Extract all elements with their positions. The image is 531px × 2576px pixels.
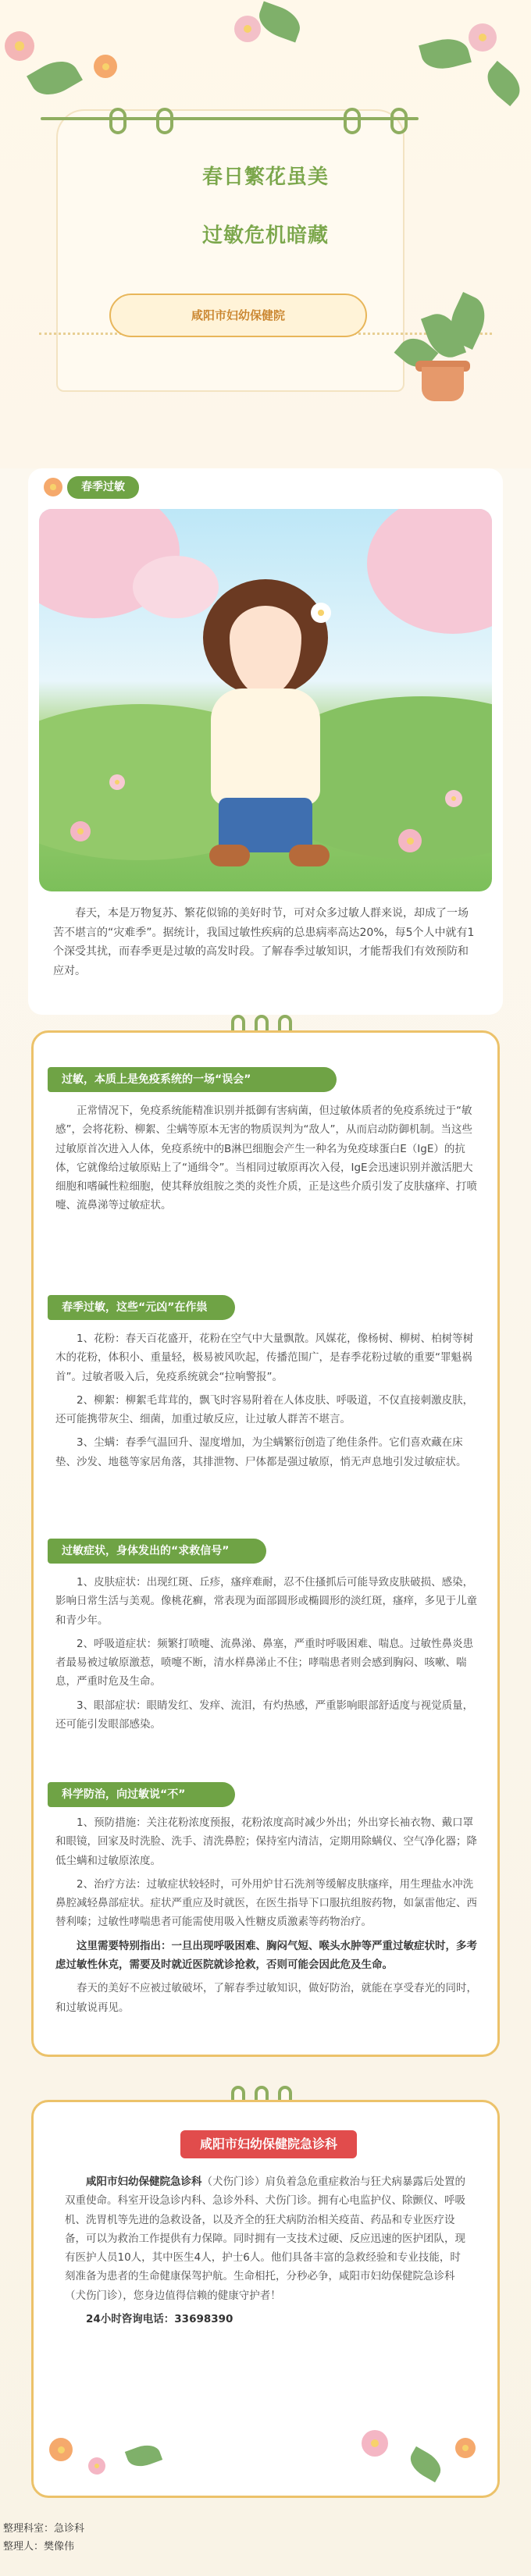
page-title-line-1: 春日繁花虽美 (201, 165, 329, 189)
flower-decoration (362, 2430, 388, 2457)
hospital-badge: 咸阳市妇幼保健院 (109, 294, 367, 337)
department-badge: 咸阳市妇幼保健院急诊科 (180, 2130, 357, 2158)
section-body-2 (55, 1329, 480, 1476)
credit-author: 整理人：樊像伟 (3, 2541, 75, 2553)
leaf-decoration (27, 53, 83, 104)
board-ring (109, 108, 127, 134)
section-4-paragraph: 2、治疗方法：过敏症状较轻时，可外用炉甘石洗剂等缓解皮肤瘙痒，用生理盐水冲洗鼻腔减轻鼻部症状。症状严重应及时就医，在医生指导下口服抗组胺药物，如氯雷他定、西替利嗪；过敏性哮喘患者可能需使用吸入性糖皮质激素等药物治疗。 (55, 1877, 477, 1929)
section-4-warning: 这里需要特别指出：一旦出现呼吸困难、胸闷气短、喉头水肿等严重过敏症状时，多考虑过敏性休克，需要及时就近医院就诊抢救，否则可能会因此危及生命。 (55, 1939, 477, 1972)
flower-decoration (88, 2457, 105, 2475)
girl-body (211, 688, 320, 806)
section-2-paragraph: 1、花粉：春天百花盛开，花粉在空气中大量飘散。风媒花，像杨树、柳树、柏树等树木的花粉，体积小、重量轻，极易被风吹起，传播范围广，是春季花粉过敏的重要“罪魁祸首”。过敏者吸入后，免疫系统就会“拉响警报”。 (55, 1332, 474, 1383)
hotline: 24小时咨询电话：33698390 (86, 2313, 233, 2326)
girl-shoe (289, 845, 330, 866)
leaf-decoration (125, 2441, 162, 2471)
board-rail (41, 117, 419, 120)
meadow-flower (445, 790, 462, 807)
section-body-3 (55, 1573, 480, 1738)
girl-shoe (209, 845, 250, 866)
section-title-3: 过敏症状，身体发出的“求救信号” (48, 1539, 266, 1564)
leaf-decoration (480, 61, 527, 106)
meadow-flower (109, 774, 125, 790)
flower-decoration (49, 2438, 73, 2461)
leaf-decoration (255, 2, 305, 43)
intro-tag: 春季过敏 (67, 476, 139, 499)
intro-card (28, 468, 503, 1015)
flower-decoration (455, 2438, 476, 2458)
intro-paragraph: 春天，本是万物复苏、繁花似锦的美好时节，可对众多过敏人群来说，却成了一场苦不堪言的“灾难季”。据统计，我国过敏性疾病的总患病率高达20%，每5个人中就有1个深受其扰，而春季更是过敏的高发时段。了解春季过敏知识，才能帮我们有效预防和应对。 (53, 907, 475, 977)
flower-decoration (469, 23, 497, 52)
section-1-paragraph: 正常情况下，免疫系统能精准识别并抵御有害病菌，但过敏体质者的免疫系统过于“敏感”，会将花粉、柳絮、尘螨等原本无害的物质误判为“敌人”，从而启动防御机制。当这些过敏原首次进入人体，免疫系统中的B淋巴细胞会产生一种名为免疫球蛋白E（IgE）的抗体，它就像给过敏原贴上了“通缉令”。当相同过敏原再次入侵，IgE会迅速识别并激活肥大细胞和嗜碱性粒细胞，使其释放组胺之类的炎性介质，正是这些介质引发了皮肤瘙痒、打喷嚏、流鼻涕等过敏症状。 (55, 1105, 477, 1212)
plant-pot-icon (422, 367, 464, 401)
section-title-4: 科学防治，向过敏说“不” (48, 1782, 235, 1807)
section-title-2: 春季过敏，这些“元凶”在作祟 (48, 1295, 235, 1320)
section-2-paragraph: 2、柳絮：柳絮毛茸茸的，飘飞时容易附着在人体皮肤、呼吸道，不仅直接刺激皮肤，还可能携带灰尘、细菌，加重过敏反应，让过敏人群苦不堪言。 (55, 1393, 474, 1426)
flower-decoration (5, 31, 34, 61)
blossom-tree (367, 509, 492, 634)
flower-decoration (234, 16, 261, 42)
flower-icon (44, 478, 62, 496)
section-body-1 (55, 1101, 480, 1220)
board-ring (344, 108, 361, 134)
department-description: （犬伤门诊）肩负着急危重症救治与狂犬病暴露后处置的双重使命。科室开设急诊内科、急诊外科、犬伤门诊。拥有心电监护仪、除颤仪、呼吸机、洗胃机等先进的急救设备，以及齐全的狂犬病防治相关疫苗、药品和专业医疗设备，可以为救治工作提供有力保障。同时拥有一支技术过硬、反应迅速的医护团队，现有医护人员10人，其中医生4人，护士6人。他们具备丰富的急救经验和专业技能，时刻准备为患者的生命健康保驾护航。生命相托，分秒必争，咸阳市妇幼保健院急诊科（犬伤门诊），您身边值得信赖的健康守护者！ (65, 2176, 465, 2302)
department-intro (65, 2172, 471, 2333)
meadow-flower (398, 829, 422, 852)
section-body-4 (55, 1813, 480, 2022)
section-4-paragraph: 1、预防措施：关注花粉浓度预报，花粉浓度高时减少外出；外出穿长袖衣物、戴口罩和眼镜，回家及时洗脸、洗手、清洗鼻腔；保持室内清洁，定期用除螨仪、空气净化器；降低尘螨和过敏原浓度。 (55, 1816, 477, 1867)
blossom-tree (133, 556, 219, 618)
section-title-1: 过敏，本质上是免疫系统的一场“误会” (48, 1067, 337, 1092)
section-3-paragraph: 2、呼吸道症状：频繁打喷嚏、流鼻涕、鼻塞，严重时呼吸困难、喘息。过敏性鼻炎患者最易被过敏原激惹，喷嚏不断，清水样鼻涕止不住；哮喘患者则会感到胸闷、咳嗽、喘息，严重时危及生命。 (55, 1637, 474, 1688)
department-card (31, 2100, 500, 2498)
section-4-paragraph: 春天的美好不应被过敏破坏，了解春季过敏知识，做好防治，就能在享受春光的同时，和过敏说再见。 (55, 1982, 477, 2014)
board-ring (390, 108, 408, 134)
department-name: 咸阳市妇幼保健院急诊科 (86, 2176, 202, 2188)
girl-head (203, 579, 328, 696)
department-paragraph (65, 2172, 471, 2305)
meadow-flower (70, 821, 91, 841)
credit-department: 整理科室：急诊科 (3, 2523, 85, 2535)
page-title-line-2: 过敏危机暗藏 (201, 224, 329, 247)
leaf-decoration (419, 34, 472, 74)
leaf-decoration (405, 2446, 446, 2482)
article-card (31, 1030, 500, 2057)
header-banner (0, 0, 531, 468)
flower-decoration (94, 55, 117, 78)
section-2-paragraph: 3、尘螨：春季气温回升、湿度增加，为尘螨繁衍创造了绝佳条件。它们喜欢藏在床垫、沙发、地毯等家居角落，其排泄物、尸体都是强过敏原，悄无声息地引发过敏症状。 (55, 1436, 467, 1468)
section-3-paragraph: 3、眼部症状：眼睛发红、发痒、流泪，有灼热感，严重影响眼部舒适度与视觉质量，还可能引发眼部感染。 (55, 1699, 474, 1731)
section-3-paragraph: 1、皮肤症状：出现红斑、丘疹，瘙痒难耐，忍不住搔抓后可能导致皮肤破损、感染，影响日常生活与美观。像桃花癣，常表现为面部圆形或椭圆形的淡红斑，瘙痒，多见于儿童和青少年。 (55, 1576, 477, 1627)
credits (3, 2520, 84, 2556)
hair-flower-icon (311, 603, 331, 623)
illustration-sneezing-girl (39, 509, 492, 891)
board-ring (156, 108, 173, 134)
